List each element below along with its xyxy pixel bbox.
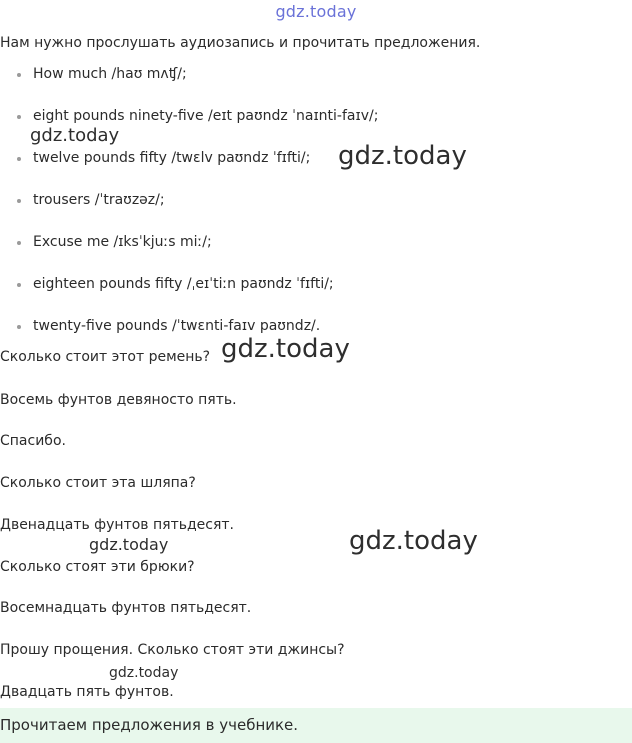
site-logo[interactable]: gdz.today xyxy=(275,2,357,21)
footer-text: Прочитаем предложения в учебнике. xyxy=(0,716,299,734)
bullet-icon xyxy=(17,157,21,161)
phrase-text: How much /haʊ mʌʧ/; xyxy=(33,66,187,82)
dialog-line: Сколько стоит эта шляпа? xyxy=(0,475,196,491)
phrase-text: eighteen pounds fifty /ˌeɪˈtiːn paʊndz ˈfɪfti/; xyxy=(33,276,334,292)
dialog-line: Двенадцать фунтов пятьдесят. xyxy=(0,517,235,533)
bullet-icon xyxy=(17,325,21,329)
watermark: gdz.today xyxy=(30,125,120,146)
list-item xyxy=(0,232,632,274)
phrase-text: eight pounds ninety-five /eɪt paʊndz ˈnaɪnti-faɪv/; xyxy=(33,108,379,124)
dialog-line: Двадцать пять фунтов. xyxy=(0,684,174,700)
bullet-icon xyxy=(17,283,21,287)
dialog-line: Восемнадцать фунтов пятьдесят. xyxy=(0,600,252,616)
phrase-list xyxy=(0,64,632,358)
bullet-icon xyxy=(17,73,21,77)
watermark: gdz.today xyxy=(89,535,169,554)
phrase-text: twenty-five pounds /ˈtwɛnti-faɪv paʊndz/. xyxy=(33,318,321,334)
dialog-line: Восемь фунтов девяносто пять. xyxy=(0,392,237,408)
dialog-line: Спасибо. xyxy=(0,433,66,449)
watermark: gdz.today xyxy=(109,665,179,681)
list-item xyxy=(0,148,632,190)
list-item xyxy=(0,106,632,148)
list-item xyxy=(0,190,632,232)
list-item xyxy=(0,64,632,106)
bullet-icon xyxy=(17,115,21,119)
dialog-line: Сколько стоят эти брюки? xyxy=(0,559,195,575)
watermark: gdz.today xyxy=(221,334,350,364)
dialog-line: Сколько стоит этот ремень? xyxy=(0,349,211,365)
phrase-text: Excuse me /ɪksˈkjuːs miː/; xyxy=(33,234,212,250)
bullet-icon xyxy=(17,199,21,203)
dialog-line: Прошу прощения. Сколько стоят эти джинсы? xyxy=(0,642,345,658)
watermark: gdz.today xyxy=(338,141,467,171)
phrase-text: trousers /ˈtraʊzəz/; xyxy=(33,192,165,208)
bullet-icon xyxy=(17,241,21,245)
footer-bar xyxy=(0,708,632,743)
intro-text: Нам нужно прослушать аудиозапись и прочитать предложения. xyxy=(0,35,481,51)
list-item xyxy=(0,274,632,316)
phrase-text: twelve pounds fifty /twɛlv paʊndz ˈfɪfti/; xyxy=(33,150,311,166)
watermark: gdz.today xyxy=(349,526,478,556)
